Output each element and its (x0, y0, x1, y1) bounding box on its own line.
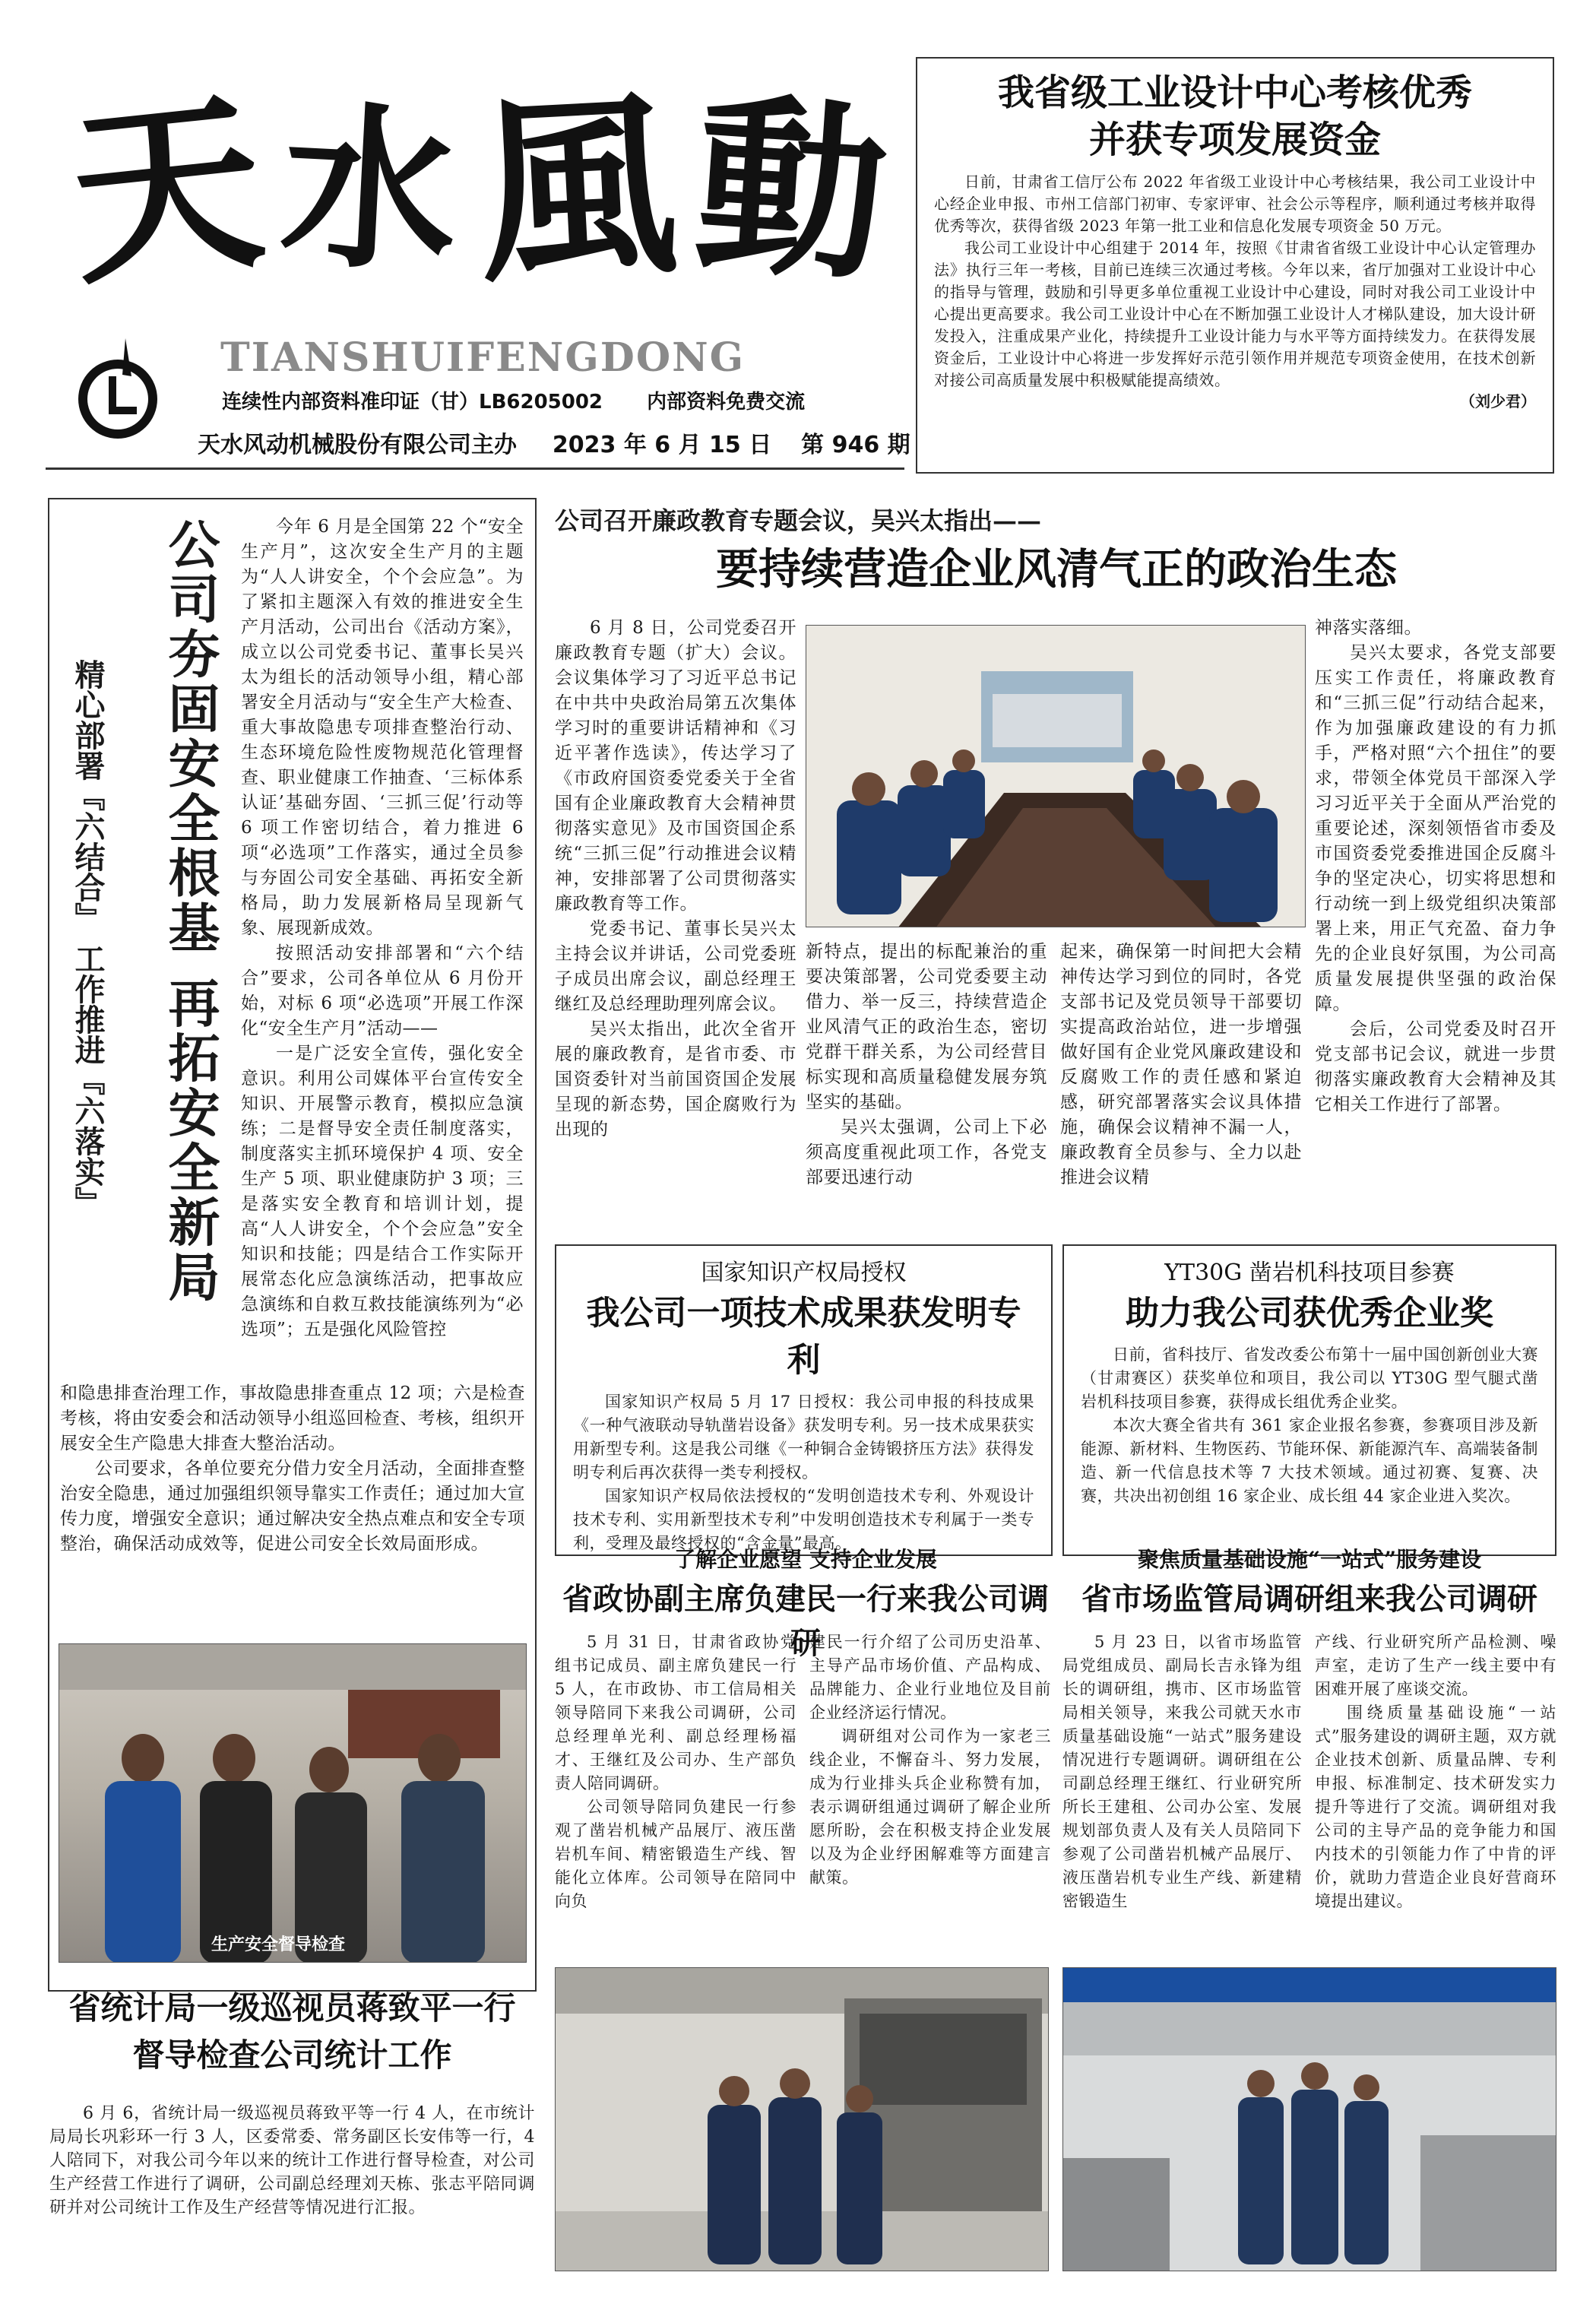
cppcc-col2-p2: 调研组对公司作为一家老三线企业，不懈奋斗、努力发展，成为行业排头兵企业称赞有加，表示调研组通过调研了解企业所愿所盼，会在积极支持企业发展以及为企业纾困解难等方面建言献策。 (809, 1727, 1051, 1887)
cppcc-title: 省政协副主席负建民一行来我公司调研 (562, 1581, 1049, 1661)
safety-body-wide (60, 1381, 525, 1557)
top-story-p2: 我公司工业设计中心组建于 2014 年，按照《甘肃省省级工业设计中心认定管理办法》执行三年一考核，目前已连续三次通过考核。今年以来，省厅加强对工业设计中心的指导与管理，鼓励和引导更多单位重视工业设计中心建设，同时对我公司工业设计中心提出更高要求。我公司工业设计中心在不断加强工业设计人才梯队建设，加大设计研发投入，注重成果产业化，持续提升工业设计能力与水平等方面持续发力。在获得发展资金后，工业设计中心将进一步发挥好示范引领作用并规范专项资金使用，在技术创新对接公司高质量发展中积极赋能提高绩效。 (934, 239, 1536, 389)
masthead (46, 46, 910, 471)
market-col1-p1: 5 月 23 日，以省市场监管局党组成员、副局长吉永锋为组长的调研组，携市、区市场监管局相关领导，来我公司就天水市质量基础设施“一站式”服务建设情况进行专题调研。调研组在公司副总经理王继红、行业研究所所长王建租、公司办公室、发展规划部负责人及有关人员陪同下参观了公司凿岩机械产品展厅、液压凿岩机专业生产线、新建精密锻造生 (1062, 1633, 1302, 1910)
market-col1 (1062, 1631, 1302, 1913)
award-article (1062, 1244, 1556, 1556)
market-col2 (1315, 1631, 1556, 1913)
masthead-char-1: 天 (60, 68, 273, 312)
top-story (916, 57, 1554, 474)
market-col2-p2: 围绕质量基础设施“一站式”服务建设的调研主题，双方就企业技术创新、质量品牌、专利申报、标准制定、技术研发实力提升等进行了交流。调研组对我公司的主导产品的竞争能力和国内技术的引领能力作了中肯的评价，就助力营造企业良好营商环境提出建议。 (1315, 1703, 1556, 1910)
top-story-body (934, 171, 1536, 391)
stats-p1: 6 月 6，省统计局一级巡视员蒋致平等一行 4 人，在市统计局局长巩彩环一行 3 人，区委常委、常务副区长安伟等一行，4 人陪同下，对我公司今年以来的统计工作进行督导检查，对公司生产经营工作进行了调研，公司副总经理刘天栋、张志平陪同调研并对公司统计工作及生产经营等情况进行汇报。 (49, 2104, 535, 2217)
issue-text: 第 946 期 (801, 432, 910, 458)
lianzheng-col4-p3: 会后，公司党委及时召开党支部书记会议，就进一步贯彻落实廉政教育大会精神及其它相关工作进行了部署。 (1315, 1019, 1556, 1114)
award-title: 助力我公司获优秀企业奖 (1126, 1294, 1493, 1333)
patent-title: 我公司一项技术成果获发明专利 (586, 1294, 1021, 1380)
sponsor-text: 天水风动机械股份有限公司主办 (198, 432, 517, 458)
lianzheng-col1-p2: 党委书记、董事长吴兴太主持会议并讲话，公司党委班子成员出席会议，副总经理王继红及总经理助理列席会议。 (555, 919, 796, 1014)
patent-body (573, 1390, 1034, 1555)
masthead-char-3: 風 (471, 68, 682, 311)
safety-p3: 一是广泛安全宣传，强化安全意识。利用公司媒体平台宣传安全知识、开展警示教育，模拟应急演练；二是督导安全责任制度落实，制度落实主抓环境保护 4 项、安全生产 5 项、职业健康防护 3 项；三是落实安全教育和培训计划，提高“人人讲安全，个个会应急”安全知识和技能；四是结合工作实际开展常态化应急演练活动，把事故应急演练和自救互救技能演练列为“必选项”；五是强化风险管控 (241, 1044, 524, 1339)
market-photo (1062, 1967, 1556, 2271)
lianzheng-kicker: 公司召开廉政教育专题会议，吴兴太指出—— (555, 506, 1042, 535)
cppcc-article (555, 1535, 1056, 2296)
top-story-p1: 日前，甘肃省工信厅公布 2022 年省级工业设计中心考核结果，我公司工业设计中心经企业申报、市州工信部门初审、专家评审、社会公示等程序，顺利通过考核并取得优秀等次，获得省级 2023 年第一批工业和信息化发展专项资金 50 万元。 (934, 173, 1536, 235)
market-col2-p1: 产线、行业研究所产品检测、噪声室，走访了生产一线主要中有困难开展了座谈交流。 (1315, 1633, 1556, 1698)
masthead-calligraphy (61, 46, 897, 334)
masthead-char-4: 動 (689, 71, 895, 309)
masthead-permit (222, 386, 805, 414)
lianzheng-col1-p1: 6 月 8 日，公司党委召开廉政教育专题（扩大）会议。会议集体学习了习近平总书记在中共中央政治局第五次集体学习时的重要讲话精神和《习近平著作选读》，传达学习了《市政府国资委党委关于全省国有企业廉政教育大会精神贯彻落实意见》及市国资国企系统“三抓三促”行动推进会议精神，安排部署了公司贯彻落实廉政教育等工作。 (555, 618, 796, 914)
safety-p4: 和隐患排查治理工作，事故隐患排查重点 12 项；六是检查考核，将由安委会和活动领导小组巡回检查、考核，组织开展安全生产隐患大排查大整治活动。 (60, 1383, 525, 1453)
award-p2: 本次大赛全省共有 361 家企业报名参赛，参赛项目涉及新能源、新材料、生物医药、节能环保、新能源汽车、高端装备制造、新一代信息技术等 7 大技术领域。通过初赛、复赛、决赛，共决出初创组 16 家企业、成长组 44 家企业进入奖次。 (1081, 1416, 1538, 1505)
cppcc-col1-p1: 5 月 31 日，甘肃省政协党组书记成员、副主席负建民一行 5 人，在市政协、市工信局相关领导陪同下来我公司调研，公司总经理单光利、副总经理杨福才、王继红及公司办、生产部负责人陪同调研。 (555, 1633, 796, 1792)
cppcc-col2 (809, 1631, 1051, 1890)
market-article (1062, 1535, 1556, 2296)
safety-p1: 今年 6 月是全国第 22 个“安全生产月”，这次安全生产月的主题为“人人讲安全，个个会应急”。为了紧扣主题深入有效的推进安全生产月活动，公司出台《活动方案》，成立以公司党委书记、董事长吴兴太为组长的活动领导小组，精心部署安全月活动与“安全生产大检查、重大事故隐患专项排查整治行动、生态环境危险性废物规范化管理督查、职业健康工作抽查、‘三标体系认证’基础夯固、‘三抓三促’行动等 6 项工作密切结合，着力推进 6 项“必选项”工作落实，通过全员参与夯固公司安全基础、再拓安全新格局，助力发展新格局呈现新气象、展现新成效。 (241, 517, 524, 938)
cppcc-kicker: 了解企业愿望 支持企业发展 (674, 1547, 937, 1572)
award-kicker: YT30G 凿岩机科技项目参赛 (1164, 1260, 1455, 1286)
date-text: 2023 年 6 月 15 日 (552, 432, 772, 458)
patent-article (555, 1244, 1053, 1556)
cppcc-col1 (555, 1631, 796, 1913)
lianzheng-title: 要持续营造企业风清气正的政治生态 (716, 544, 1397, 594)
lianzheng-col4-p2: 吴兴太要求，各党支部要压实工作责任，将廉政教育和“三抓三促”行动结合起来，作为加强廉政建设的有力抓手，严格对照“六个扭住”的要求，带领全体党员干部深入学习习近平关于全面从严治党的重要论述，深刻领悟省市委及市国资委党委推进国企反腐斗争的坚定决心，切实将思想和行动统一到上级党组织决策部署上来，用正气充盈、奋力争先的企业良好氛围，为公司高质量发展提供坚强的政治保障。 (1315, 643, 1556, 1014)
award-body (1081, 1343, 1538, 1508)
patent-p2: 国家知识产权局依法授权的“发明创造技术专利、外观设计技术专利、实用新型技术专利”中发明创造技术专利属于一类专利，受理及最终授权的“含金量”最高。 (573, 1487, 1034, 1552)
market-title: 省市场监管局调研组来我公司调研 (1081, 1581, 1537, 1617)
cppcc-col1-p2: 公司领导陪同负建民一行参观了凿岩机械产品展厅、液压凿岩机车间、精密锻造生产线、智能化立体库。公司领导在陪同中向负 (555, 1798, 796, 1910)
masthead-pinyin: TIANSHUIFENGDONG (220, 334, 746, 381)
masthead-char-2: 水 (277, 83, 463, 297)
lianzheng-col4-p1: 神落实落细。 (1315, 618, 1422, 638)
stats-body (48, 2102, 537, 2220)
lianzheng-col3 (1060, 940, 1302, 1190)
lianzheng-col1 (555, 616, 796, 1142)
top-story-title-2: 并获专项发展资金 (1088, 119, 1381, 161)
safety-subtitle-text: 精心部署『六结合』 工作推进『六落实』 (70, 659, 106, 1217)
cppcc-photo (555, 1967, 1049, 2271)
meeting-photo (806, 625, 1306, 927)
lianzheng-col2-p1: 新特点，提出的标配兼治的重要决策部署，公司党委要主动借力、举一反三，持续营造企业风清气正的政治生态，密切党群干群关系，为公司经营目标实现和高质量稳健发展夯筑坚实的基础。 (806, 942, 1047, 1112)
patent-kicker: 国家知识产权局授权 (701, 1260, 907, 1286)
safety-photo-caption: 生产安全督导检查 (211, 1935, 346, 1954)
top-story-author: （刘少君） (1460, 392, 1536, 410)
lianzheng-col4 (1315, 616, 1556, 1117)
stats-article (48, 1980, 537, 2292)
lianzheng-col3-p1: 起来，确保第一时间把大会精神传达学习到位的同时，各党支部书记及党员领导干部要切实提高政治站位，进一步增强做好国有企业党风廉政建设和反腐败工作的责任感和紧迫感，研究部署落实会议具体措施，确保会议精神不漏一人，廉政教育全员参与、全力以赴推进会议精 (1060, 942, 1302, 1187)
masthead-rule (46, 467, 904, 470)
safety-p2: 按照活动安排部署和“六个结合”要求，公司各单位从 6 月份开始，对标 6 项“必选项”开展工作深化“安全生产月”活动—— (241, 943, 524, 1038)
company-logo-icon (72, 338, 163, 445)
lianzheng-article (555, 494, 1558, 1254)
safety-p5: 公司要求，各单位要充分借力安全月活动，全面排查整治安全隐患，通过加强组织领导靠实工作责任；通过加大宣传力度，增强安全意识；通过解决安全热点难点和安全专项整治，确保活动成效等，促进公司安全长效局面形成。 (60, 1459, 525, 1554)
safety-article (48, 498, 537, 1992)
safety-photo (59, 1643, 527, 1963)
safety-title-text: 公司夯固安全根基 再拓安全新局 (160, 518, 220, 1305)
safety-title (156, 518, 247, 1377)
safety-subtitle (66, 659, 142, 1252)
stats-title-2: 督导检查公司统计工作 (132, 2036, 452, 2074)
award-p1: 日前，省科技厅、省发改委公布第十一届中国创新创业大赛（甘肃赛区）获奖单位和项目，我公司以 YT30G 型气腿式凿岩机科技项目参赛，获得成长组优秀企业奖。 (1081, 1345, 1538, 1411)
safety-body-narrow (241, 515, 524, 1342)
permit-text: 连续性内部资料准印证（甘）LB6205002 (222, 391, 603, 414)
top-story-title-1: 我省级工业设计中心考核优秀 (997, 71, 1472, 114)
stats-title-1: 省统计局一级巡视员蒋致平一行 (68, 1989, 516, 2027)
patent-p1: 国家知识产权局 5 月 17 日授权：我公司申报的科技成果《一种气液联动导轨凿岩设备》获发明专利。另一技术成果获实用新型专利。这是我公司继《一种铜合金铸锻挤压方法》获得发明专利后再次获得一类专利授权。 (573, 1393, 1034, 1482)
lianzheng-col2-p2: 吴兴太强调，公司上下必须高度重视此项工作，各党支部要迅速行动 (806, 1117, 1047, 1187)
market-kicker: 聚焦质量基础设施“一站式”服务建设 (1137, 1547, 1482, 1572)
lianzheng-col1-p3: 吴兴太指出，此次全省开展的廉政教育，是省市委、市国资委针对当前国资国企发展呈现的新态势，国企腐败行为出现的 (555, 1019, 796, 1139)
cppcc-col2-p1: 建民一行介绍了公司历史沿革、主导产品市场价值、产品构成、品牌能力、企业行业地位及目前企业经济运行情况。 (809, 1633, 1051, 1722)
masthead-info (198, 426, 910, 459)
lianzheng-col2 (806, 940, 1047, 1190)
free-text: 内部资料免费交流 (647, 391, 806, 414)
